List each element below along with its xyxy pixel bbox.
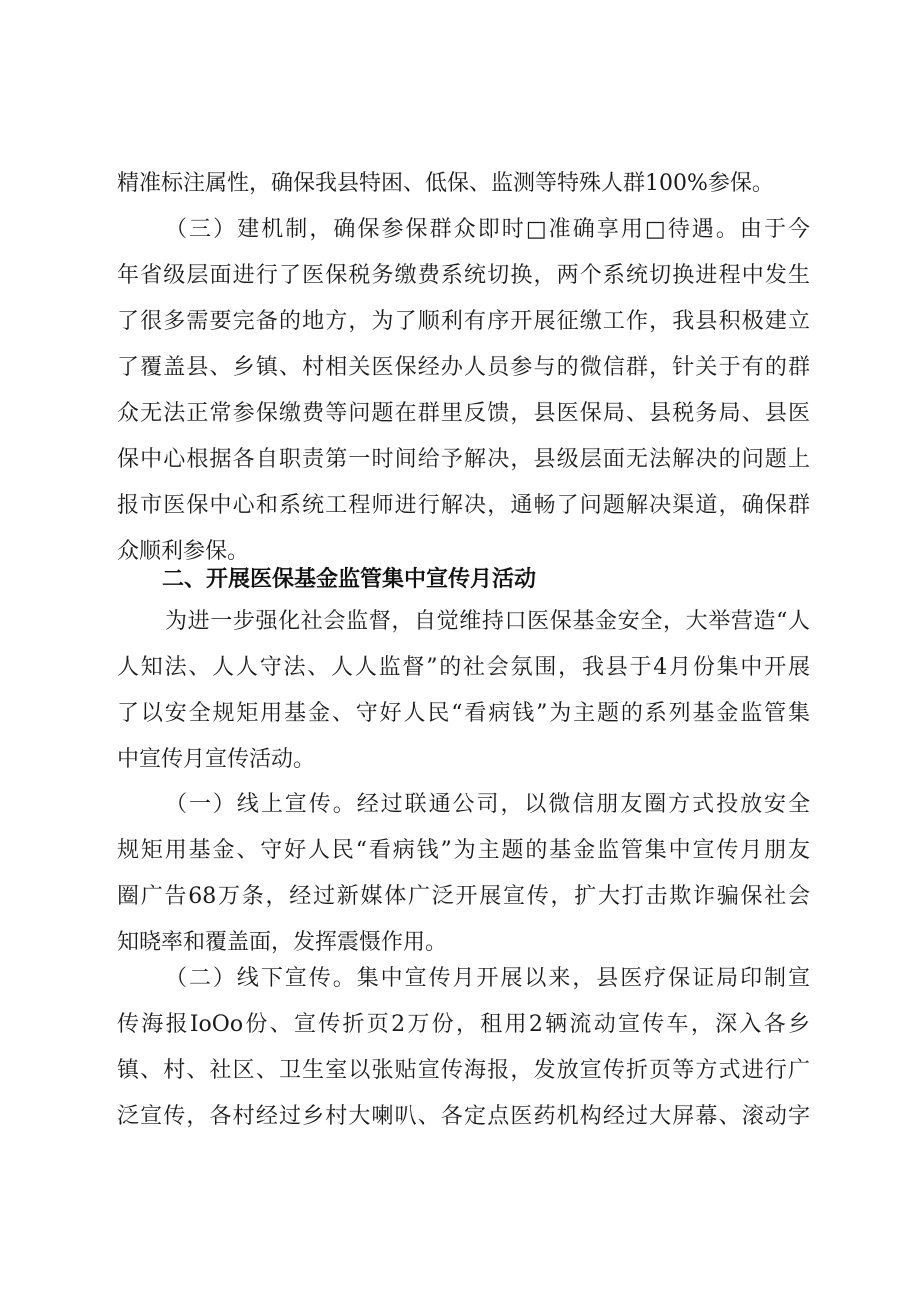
text-line: 为进一步强化社会监督，自觉维持口医保基金安全，大举营造“人 xyxy=(165,609,810,634)
text-line: 传海报IoOo份、宣传折页2万份，租用2辆流动宣传车，深入各乡 xyxy=(117,1012,810,1037)
text-line: 保中心根据各自职责第一时间给予解决，县级层面无法解决的问题上 xyxy=(117,447,810,472)
text-line: （二）线下宣传。集中宣传月开展以来，县医疗保证局印制宣 xyxy=(165,966,810,991)
section-heading: 二、开展医保基金监管集中宣传月活动 xyxy=(162,567,537,592)
text-line: 镇、村、社区、卫生室以张贴宣传海报，发放宣传折页等方式进行广 xyxy=(117,1058,810,1083)
paragraph-intro xyxy=(117,599,810,783)
text-line: 众顺利参保。 xyxy=(117,539,250,564)
text-line: 圈广告68万条，经过新媒体广泛开展宣传，扩大打击欺诈骗保社会 xyxy=(117,884,810,909)
text-line: 了覆盖县、乡镇、村相关医保经办人员参与的微信群，针关于有的群 xyxy=(117,355,810,380)
text-line: 了很多需要完备的地方，为了顺利有序开展征缴工作，我县积极建立 xyxy=(117,309,810,334)
paragraph-continuation xyxy=(117,161,810,207)
text-line: 中宣传月宣传活动。 xyxy=(117,747,316,772)
paragraph-online xyxy=(117,782,810,966)
text-line: 众无法正常参保缴费等问题在群里反馈，县医保局、县税务局、县医 xyxy=(117,401,810,426)
text-line: 精准标注属性，确保我县特困、低保、监测等特殊人群100%参保。 xyxy=(117,171,774,196)
text-line: （一）线上宣传。经过联通公司，以微信朋友圈方式投放安全 xyxy=(165,792,810,817)
text-line: 规矩用基金、守好人民“看病钱”为主题的基金监管集中宣传月朋友 xyxy=(117,838,810,863)
text-line: 了以安全规矩用基金、守好人民“看病钱”为主题的系列基金监管集 xyxy=(117,701,810,726)
text-line: 泛宣传，各村经过乡村大喇叭、各定点医药机构经过大屏幕、滚动字 xyxy=(117,1104,810,1129)
text-line: 年省级层面进行了医保税务缴费系统切换，两个系统切换进程中发生 xyxy=(117,263,810,288)
text-line: （三）建机制，确保参保群众即时□准确享用□待遇。由于今 xyxy=(165,217,810,242)
paragraph-mechanism xyxy=(117,207,810,575)
text-line: 人知法、人人守法、人人监督”的社会氛围，我县于4月份集中开展 xyxy=(117,655,810,680)
text-line: 知晓率和覆盖面，发挥震慑作用。 xyxy=(117,930,448,955)
paragraph-offline xyxy=(117,956,810,1140)
text-line: 报市医保中心和系统工程师进行解决，通畅了问题解决渠道，确保群 xyxy=(117,493,810,518)
